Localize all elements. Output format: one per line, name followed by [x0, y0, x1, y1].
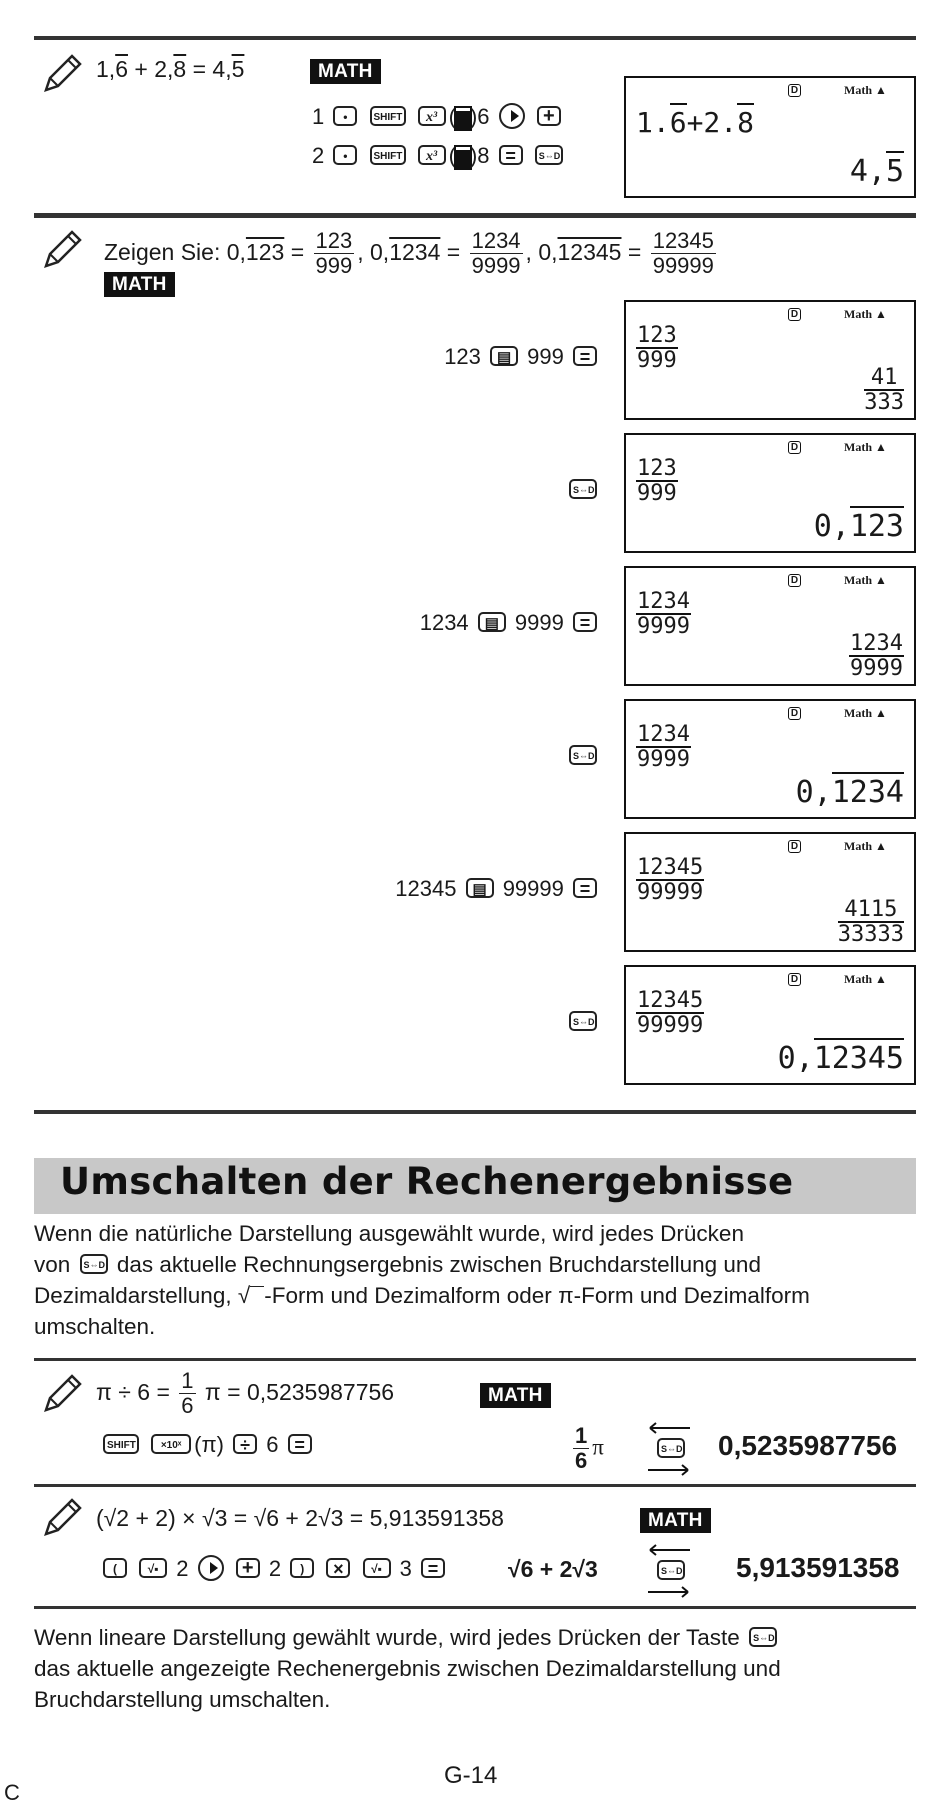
- deg-indicator: D: [788, 707, 801, 720]
- rule-ex4-bottom: [34, 1606, 916, 1609]
- section-title: Umschalten der Rechenergebnisse: [60, 1160, 794, 1203]
- ex3-expression: π ÷ 6 = $\frac{1}{6}$ π = 0,5235987756: [96, 1368, 395, 1419]
- pencil-icon: [40, 52, 84, 96]
- display-result: 0,123: [814, 509, 904, 544]
- rule-ex2: [34, 213, 916, 218]
- fraction-key[interactable]: ▤: [478, 612, 506, 632]
- display-input-fraction: $\frac{123}{999}$: [637, 456, 677, 506]
- s-d-key[interactable]: S⇔D: [569, 745, 597, 765]
- deg-indicator: D: [788, 840, 801, 853]
- calc-display: [624, 699, 916, 819]
- s-d-key[interactable]: S⇔D: [569, 1011, 597, 1031]
- calc-display: [624, 76, 916, 198]
- right-arrow-key[interactable]: [198, 1555, 224, 1581]
- plus-key[interactable]: +: [236, 1558, 260, 1578]
- page-number: G-14: [444, 1762, 498, 1789]
- shift-key[interactable]: SHIFT: [103, 1434, 139, 1454]
- fraction-bar-block-icon: [456, 108, 470, 129]
- deg-indicator: D: [788, 973, 801, 986]
- ex3-toggle: [646, 1422, 692, 1478]
- shift-key[interactable]: SHIFT: [370, 106, 406, 126]
- ex2-keyline: 1234 ▤ 9999 =: [420, 610, 600, 636]
- sqrt-key[interactable]: √▪: [363, 1558, 391, 1578]
- ex2-keyline: 12345 ▤ 99999 =: [395, 876, 600, 902]
- equals-key[interactable]: =: [421, 1558, 445, 1578]
- math-indicator: Math ▲: [844, 83, 887, 97]
- ex1-expression: 1,6 + 2,8 = 4,5: [96, 56, 245, 82]
- corner-mark: C: [4, 1780, 20, 1805]
- ex1-keyline-1: 1 • SHIFT x³ ( )6 +: [312, 104, 564, 131]
- s-d-key[interactable]: S⇔D: [80, 1254, 108, 1274]
- equals-key[interactable]: =: [288, 1434, 312, 1454]
- plus-key[interactable]: +: [537, 106, 561, 126]
- ex1-keyline-2: 2 • SHIFT x³ ( )8 = S⇔D: [312, 143, 566, 169]
- calc-display: [624, 300, 916, 420]
- ex3-keyline: SHIFT ×10ˣ (π) ÷ 6 =: [100, 1432, 315, 1458]
- math-indicator: Math ▲: [844, 706, 887, 720]
- math-badge: MATH: [480, 1383, 551, 1408]
- calc-display: [624, 433, 916, 553]
- pencil-icon: [40, 1372, 84, 1416]
- fraction-key[interactable]: ▤: [490, 346, 518, 366]
- deg-indicator: D: [788, 441, 801, 454]
- equals-key[interactable]: =: [573, 612, 597, 632]
- multiply-key[interactable]: ×: [326, 1558, 350, 1578]
- x10-key[interactable]: ×10ˣ: [151, 1434, 191, 1454]
- sqrt-key[interactable]: √▪: [139, 1558, 167, 1578]
- math-indicator: Math ▲: [844, 440, 887, 454]
- ex4-toggle: [646, 1544, 692, 1600]
- x-cube-key[interactable]: x³: [418, 145, 446, 165]
- fraction-bar-block-icon: [456, 147, 470, 168]
- ex4-expression: (√2 + 2) × √3 = √6 + 2√3 = 5,913591358: [96, 1505, 504, 1531]
- display-result: 0,1234: [796, 775, 904, 810]
- display-input-fraction: $\frac{12345}{99999}$: [637, 855, 704, 905]
- ex2-keyline: 123 ▤ 999 =: [444, 344, 600, 370]
- close-paren-key[interactable]: ): [290, 1558, 314, 1578]
- divide-key[interactable]: ÷: [233, 1434, 257, 1454]
- equals-key[interactable]: =: [573, 346, 597, 366]
- display-input-fraction: $\frac{123}{999}$: [637, 323, 677, 373]
- math-badge: MATH: [310, 59, 381, 84]
- footer-paragraph: Wenn lineare Darstellung gewählt wurde, wird jedes Drücken der Taste S⇔D das aktuelle angezeigte Rechenergebnis zwischen Dezimaldarstellung und Bruchdarstellung umschalten.: [34, 1625, 781, 1712]
- rule-ex2-bottom: [34, 1110, 916, 1114]
- ex4-surd-result: √6 + 2√3: [508, 1556, 598, 1582]
- equals-key[interactable]: =: [573, 878, 597, 898]
- calc-display: [624, 965, 916, 1085]
- ex2-statement: Zeigen Sie: 0,123 = $\frac{123}{999}$ , 0,1234 = $\frac{1234}{9999}$ , 0,12345 = $\frac{12345}{99999}$: [104, 228, 714, 279]
- ex3-decimal-result: 0,5235987756: [718, 1430, 898, 1461]
- ex3-result-fraction: $\frac{1}{6}$ π: [575, 1423, 604, 1473]
- rule-ex4: [34, 1484, 916, 1487]
- dot-key[interactable]: •: [333, 145, 357, 165]
- ex2-keyline: [566, 477, 600, 503]
- ex4-keyline: ( √▪ 2 + 2 ) × √▪ 3 =: [100, 1556, 448, 1583]
- open-paren-key[interactable]: (: [103, 1558, 127, 1578]
- display-input-fraction: $\frac{1234}{9999}$: [637, 722, 690, 772]
- pencil-icon: [40, 228, 84, 272]
- display-input: 1.6+2.8: [636, 106, 754, 139]
- display-result: 0,12345: [778, 1041, 904, 1076]
- display-input-fraction: $\frac{12345}{99999}$: [637, 988, 704, 1038]
- s-d-key[interactable]: S⇔D: [657, 1560, 685, 1580]
- display-result-fraction: $\frac{41}{333}$: [864, 365, 904, 415]
- rule-ex3: [34, 1358, 916, 1361]
- math-indicator: Math ▲: [844, 307, 887, 321]
- shift-key[interactable]: SHIFT: [370, 145, 406, 165]
- s-d-key[interactable]: S⇔D: [569, 479, 597, 499]
- math-indicator: Math ▲: [844, 573, 887, 587]
- math-indicator: Math ▲: [844, 972, 887, 986]
- s-d-key[interactable]: S⇔D: [657, 1438, 685, 1458]
- fraction-key[interactable]: ▤: [466, 878, 494, 898]
- calc-display: [624, 566, 916, 686]
- pencil-icon: [40, 1496, 84, 1540]
- s-d-key[interactable]: S⇔D: [749, 1627, 777, 1647]
- display-result-fraction: $\frac{1234}{9999}$: [850, 631, 903, 681]
- deg-indicator: D: [788, 84, 801, 97]
- display-result-fraction: $\frac{4115}{33333}$: [837, 897, 904, 947]
- x-cube-key[interactable]: x³: [418, 106, 446, 126]
- rule-top: [34, 36, 916, 40]
- ex4-decimal-result: 5,913591358: [736, 1552, 900, 1583]
- section-paragraph: Wenn die natürliche Darstellung ausgewählt wurde, wird jedes Drücken von S⇔D das aktuelle Rechnungsergebnis zwischen Bruchdarstellung und Dezimaldarstellung, √ -Form und Dezimalform oder π-Form und Dezimalform umschalten.: [34, 1221, 810, 1339]
- dot-key[interactable]: •: [333, 106, 357, 126]
- right-arrow-key[interactable]: [499, 103, 525, 129]
- display-input-fraction: $\frac{1234}{9999}$: [637, 589, 690, 639]
- math-badge: MATH: [104, 272, 175, 297]
- math-badge: MATH: [640, 1508, 711, 1533]
- calc-display: [624, 832, 916, 952]
- equals-key[interactable]: =: [499, 145, 523, 165]
- ex2-keyline: [566, 1009, 600, 1035]
- s-d-key[interactable]: S⇔D: [535, 145, 563, 165]
- display-result: 4,5: [850, 154, 904, 189]
- math-indicator: Math ▲: [844, 839, 887, 853]
- ex2-keyline: [566, 743, 600, 769]
- deg-indicator: D: [788, 308, 801, 321]
- deg-indicator: D: [788, 574, 801, 587]
